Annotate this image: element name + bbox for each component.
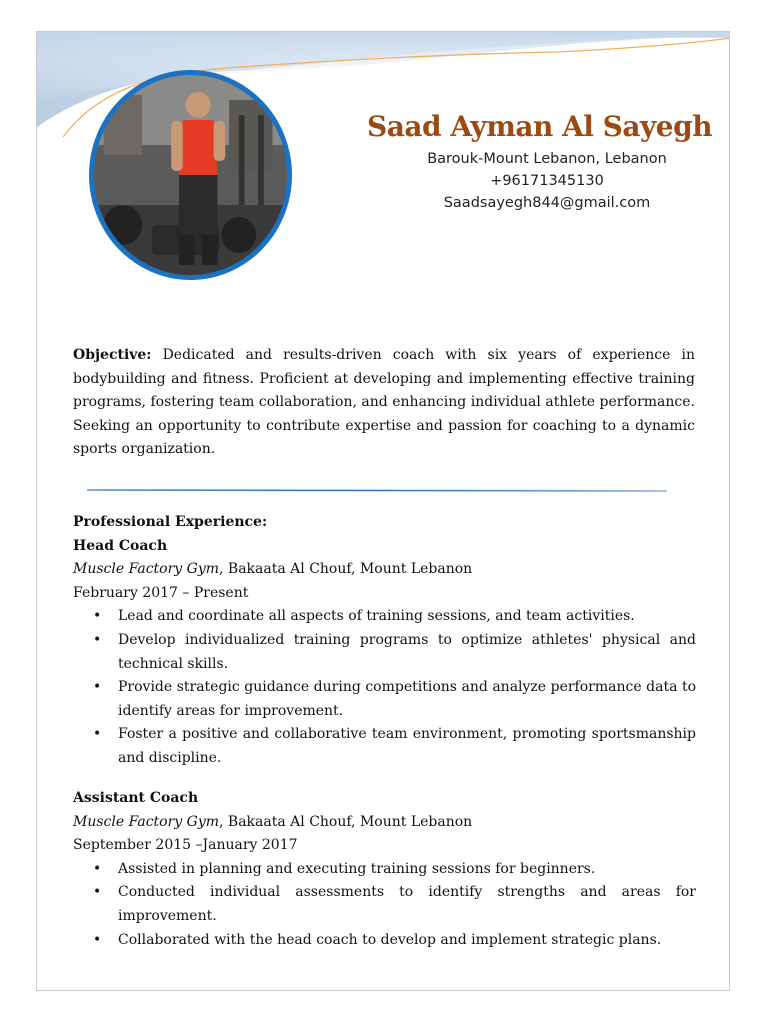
duty-item: • Foster a positive and collaborative team environment, promoting sportsmanship and discipline. [73,723,696,770]
job-title: Assistant Coach [73,790,199,806]
duty-item: • Provide strategic guidance during competitions and analyze performance data to identify areas for improvement. [73,676,696,723]
section-divider [87,487,667,493]
objective-label: Objective: [73,347,152,363]
objective-paragraph [73,344,695,462]
candidate-name: Saad Ayman Al Sayegh [367,110,713,143]
job-dates: September 2015 –January 2017 [73,837,298,854]
experience-section [73,511,703,771]
phone-text: +96171345130 [490,173,604,189]
job-employer-line [73,811,703,835]
job-duties-list [73,858,703,952]
objective-text: Dedicated and results-driven coach with six years of experience in bodybuilding and fitness. Proficient at developing and implementing effective training programs, fostering team collaboration, and enhancing individual athlete performance. Seeking an opportunity to contribute expertise and passion for coaching to a dynamic sports organization. [73,347,695,458]
job-title: Head Coach [73,537,168,554]
experience-heading: Professional Experience: [73,514,268,530]
duty-item: • Develop individualized training programs to optimize athletes' physical and technical skills. [73,629,696,676]
experience-section-2 [73,787,703,952]
duty-item: • Conducted individual assessments to identify strengths and areas for improvement. [73,881,696,928]
job-duties-list [73,605,703,770]
job-employer-line [73,558,703,582]
duty-item: • Collaborated with the head coach to develop and implement strategic plans. [73,929,696,953]
duty-item: • Assisted in planning and executing training sessions for beginners. [73,858,696,882]
employer-name: Muscle Factory Gym [73,561,220,578]
email-text: Saadsayegh844@gmail.com [443,195,651,211]
employer-name: Muscle Factory Gym [73,813,220,830]
employer-location: , Bakaata Al Chouf, Mount Lebanon [219,561,473,578]
address-text: Barouk-Mount Lebanon, Lebanon [427,151,667,167]
job-dates: February 2017 – Present [73,584,249,601]
duty-item: • Lead and coordinate all aspects of training sessions, and team activities. [73,605,696,629]
resume-page [36,31,730,991]
employer-location: , Bakaata Al Chouf, Mount Lebanon [219,813,473,830]
profile-photo [89,70,292,280]
